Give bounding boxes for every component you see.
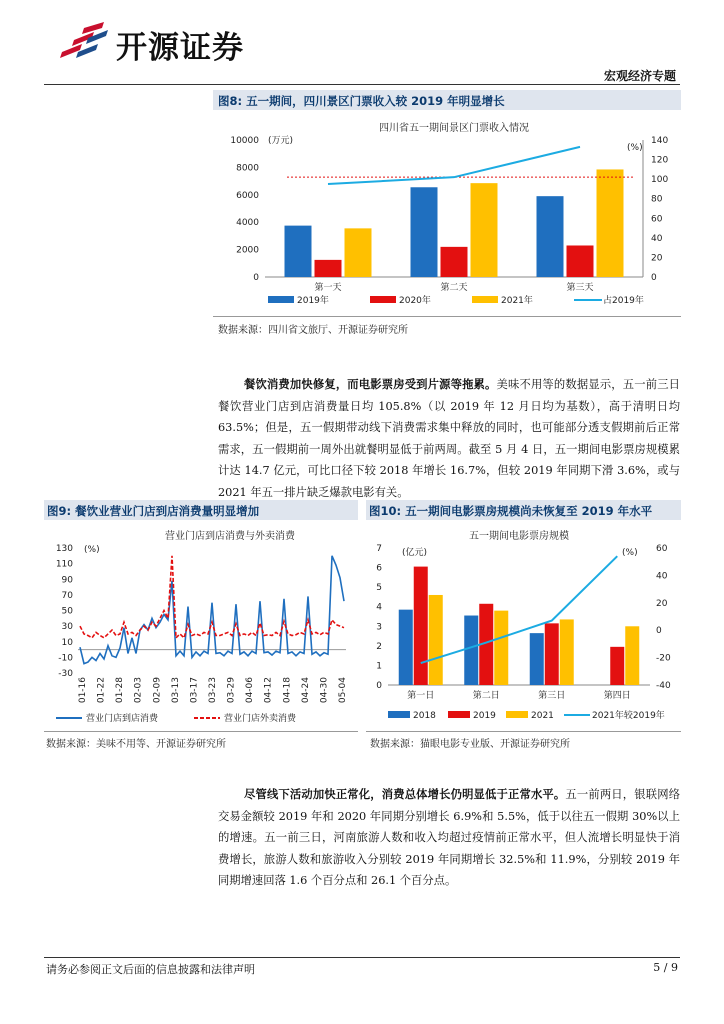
fig9-x-tick: 04-06 bbox=[245, 677, 256, 704]
paragraph-consumption-lead: 尽管线下活动加快正常化，消费总体增长仍明显低于正常水平。 bbox=[244, 787, 566, 801]
fig10-bar-2018 bbox=[399, 610, 413, 685]
paragraph-consumption bbox=[218, 784, 680, 892]
fig10-x-tick: 第三日 bbox=[538, 691, 566, 701]
fig8-y2-tick: 60 bbox=[651, 214, 663, 225]
fig10-legend-swatch bbox=[388, 711, 410, 718]
fig8-bar-2021年 bbox=[345, 228, 372, 277]
fig9-y-tick: 30 bbox=[61, 622, 73, 633]
fig10-y2-tick: -40 bbox=[656, 681, 671, 691]
fig9-y-tick: 50 bbox=[61, 606, 73, 617]
fig9-x-tick: 03-17 bbox=[189, 677, 200, 704]
fig10-y2-tick: 40 bbox=[656, 571, 668, 582]
fig8-chart bbox=[213, 114, 683, 314]
fig9-y-tick: 110 bbox=[55, 559, 73, 570]
fig9-x-tick: 04-12 bbox=[263, 677, 274, 704]
fig10-title: 图10: 五一期间电影票房规模尚未恢复至 2019 年水平 bbox=[369, 504, 653, 518]
fig10-chart bbox=[366, 524, 682, 730]
fig9-y-tick: 90 bbox=[61, 575, 73, 586]
header-rule bbox=[44, 84, 680, 85]
fig9-x-tick: 03-13 bbox=[170, 677, 181, 704]
fig9-x-tick: 03-29 bbox=[226, 677, 237, 704]
fig10-legend-label: 2021年较2019年 bbox=[592, 711, 665, 721]
fig10-y-tick: 7 bbox=[376, 544, 382, 554]
fig8-y-unit: (万元) bbox=[268, 136, 294, 146]
fig10-y2-unit: (%) bbox=[622, 548, 638, 558]
fig8-legend-swatch bbox=[268, 296, 294, 303]
fig9-line-1 bbox=[80, 556, 344, 638]
fig9-y-tick: 70 bbox=[61, 590, 73, 601]
fig10-bar-2019 bbox=[545, 623, 559, 685]
fig10-bar-2021 bbox=[560, 619, 574, 685]
brand-logo bbox=[60, 22, 110, 62]
fig8-x-tick: 第二天 bbox=[440, 283, 468, 293]
fig10-chart-title: 五一期间电影票房规模 bbox=[469, 531, 569, 542]
paragraph-catering bbox=[218, 374, 680, 503]
fig9-x-tick: 03-23 bbox=[208, 677, 218, 704]
fig9-x-tick: 01-28 bbox=[115, 677, 126, 704]
fig8-legend-label: 2020年 bbox=[399, 296, 431, 306]
fig10-bar-2021 bbox=[429, 595, 443, 685]
fig8-y2-tick: 0 bbox=[651, 273, 657, 283]
fig10-bar-2019 bbox=[610, 647, 624, 685]
fig8-bar-2019年 bbox=[411, 187, 438, 277]
fig10-y-tick: 6 bbox=[376, 563, 382, 574]
fig8-bar-2019年 bbox=[285, 226, 312, 277]
fig10-legend-label: 2021 bbox=[531, 711, 554, 721]
fig9-y-unit: (%) bbox=[84, 545, 100, 555]
fig8-y2-tick: 140 bbox=[651, 136, 669, 146]
fig10-legend-swatch bbox=[506, 711, 528, 718]
fig10-x-tick: 第二日 bbox=[472, 691, 500, 701]
fig8-bar-2021年 bbox=[597, 169, 624, 277]
fig10-y-tick: 0 bbox=[376, 681, 382, 691]
fig10-bar-2019 bbox=[414, 567, 428, 685]
fig8-y2-tick: 20 bbox=[651, 253, 663, 264]
fig9-legend-label: 营业门店到店消费 bbox=[86, 714, 159, 724]
fig8-y2-tick: 120 bbox=[651, 155, 669, 166]
fig8-x-tick: 第三天 bbox=[566, 283, 594, 293]
fig8-legend-swatch bbox=[472, 296, 498, 303]
fig8-y2-unit: (%) bbox=[627, 143, 643, 153]
fig8-y-tick: 10000 bbox=[230, 136, 259, 146]
fig10-y-tick: 2 bbox=[376, 641, 382, 652]
fig9-chart-title: 营业门店到店消费与外卖消费 bbox=[165, 531, 295, 542]
fig9-x-tick: 02-03 bbox=[133, 677, 144, 704]
fig8-title: 图8: 五一期间，四川景区门票收入较 2019 年明显增长 bbox=[218, 94, 505, 108]
fig8-bar-2021年 bbox=[471, 183, 498, 277]
fig8-legend-label: 2021年 bbox=[501, 296, 533, 306]
fig10-y2-tick: 20 bbox=[656, 598, 668, 609]
footer-rule bbox=[44, 957, 680, 958]
fig9-source: 数据来源：美味不用等、开源证券研究所 bbox=[46, 739, 226, 750]
fig8-line-share bbox=[328, 147, 580, 184]
fig10-bar-2021 bbox=[625, 626, 639, 685]
fig10-x-tick: 第一日 bbox=[407, 691, 435, 701]
fig10-bar-2021 bbox=[494, 611, 508, 685]
fig9-line-0 bbox=[80, 556, 344, 664]
fig10-source: 数据来源：猫眼电影专业版、开源证券研究所 bbox=[370, 739, 570, 750]
fig10-source-rule bbox=[366, 731, 681, 732]
fig8-source: 数据来源：四川省文旅厅、开源证券研究所 bbox=[218, 325, 408, 336]
fig8-y2-tick: 40 bbox=[651, 233, 663, 244]
fig10-legend-swatch bbox=[448, 711, 470, 718]
fig8-x-tick: 第一天 bbox=[314, 283, 342, 293]
fig10-line-change bbox=[421, 556, 618, 663]
paragraph-consumption-body: 五一前两日，银联网络交易金额较 2019 年和 2020 年同期分别增长 6.9%和 5.5%，低于以往五一假期 30%以上的增速。五一前三日，河南旅游人数和收入均超过疫情前正常水平，但人流增长明显快于消费增长，旅游人数和旅游收入分别较 2019 年同期增长 32.5%和 11.9%，分别较 2019 年同期增速回落 1.6 个百分点和 26.1 个百分点。 bbox=[218, 788, 680, 887]
fig9-y-tick: 130 bbox=[55, 544, 73, 554]
fig8-legend-swatch bbox=[370, 296, 396, 303]
fig9-y-tick: -10 bbox=[58, 653, 73, 664]
brand-name: 开源证券 bbox=[116, 30, 244, 66]
fig9-x-tick: 01-16 bbox=[78, 677, 88, 704]
fig10-y2-tick: 0 bbox=[656, 626, 662, 637]
fig9-source-rule bbox=[44, 731, 358, 732]
fig8-bar-2020年 bbox=[441, 247, 468, 277]
fig8-y-tick: 4000 bbox=[236, 218, 259, 229]
fig10-y2-tick: 60 bbox=[656, 544, 668, 554]
fig9-x-tick: 04-30 bbox=[319, 677, 330, 704]
fig10-y-tick: 4 bbox=[376, 602, 382, 613]
fig8-y-tick: 0 bbox=[253, 273, 259, 283]
fig10-y-tick: 1 bbox=[376, 661, 382, 672]
fig8-y-tick: 2000 bbox=[236, 245, 259, 256]
fig8-chart-title: 四川省五一期间景区门票收入情况 bbox=[379, 123, 529, 134]
fig8-y-tick: 6000 bbox=[236, 190, 259, 201]
fig10-bar-2018 bbox=[530, 633, 544, 685]
fig9-y-tick: 10 bbox=[61, 637, 73, 648]
fig9-y-tick: -30 bbox=[58, 669, 73, 679]
fig9-legend-label: 营业门店外卖消费 bbox=[224, 714, 297, 724]
fig8-bar-2020年 bbox=[567, 245, 594, 277]
fig8-source-rule bbox=[213, 316, 681, 317]
fig9-x-tick: 04-24 bbox=[300, 677, 311, 704]
paragraph-catering-body: 美味不用等的数据显示，五一前三日餐饮营业门店到店消费量日均 105.8%（以 2019 年 12 月日均为基数），高于清明日均 63.5%；但是，五一假期带动线下消费需求集中释放的同时，也可能部分透支假期前后正常需求，五一假期前一周外出就餐明显低于前两周。截至 5 月 4 日，五一期间电影票房规模累计达 14.7 亿元，可比口径下较 2018 年增长 16.7%，但较 2019 年同期下滑 3.6%，或与 2021 年五一排片缺乏爆款电影有关。 bbox=[218, 378, 680, 499]
logo-mark-icon bbox=[60, 22, 110, 62]
fig10-x-tick: 第四日 bbox=[603, 691, 631, 701]
fig9-x-tick: 05-04 bbox=[338, 677, 348, 704]
fig9-x-tick: 01-22 bbox=[96, 677, 107, 704]
fig10-y-tick: 3 bbox=[376, 622, 382, 633]
fig10-y2-tick: -20 bbox=[656, 653, 671, 664]
fig8-legend-label: 2019年 bbox=[297, 296, 329, 306]
fig9-x-tick: 04-18 bbox=[282, 677, 293, 704]
fig8-y2-tick: 100 bbox=[651, 175, 669, 186]
section-label: 宏观经济专题 bbox=[603, 69, 676, 83]
fig8-y-tick: 8000 bbox=[236, 163, 259, 174]
fig8-bar-2020年 bbox=[315, 260, 342, 277]
footer-disclaimer: 请务必参阅正文后面的信息披露和法律声明 bbox=[46, 963, 255, 976]
fig9-x-tick: 02-09 bbox=[152, 677, 163, 704]
fig8-bar-2019年 bbox=[537, 196, 564, 277]
page-number: 5 / 9 bbox=[653, 961, 678, 974]
fig10-y-tick: 5 bbox=[376, 583, 382, 594]
fig10-bar-2018 bbox=[464, 616, 478, 685]
fig10-legend-label: 2019 bbox=[473, 711, 496, 721]
fig9-chart bbox=[44, 524, 360, 730]
fig8-legend-label: 占2019年 bbox=[603, 296, 644, 306]
fig10-legend-label: 2018 bbox=[413, 711, 436, 721]
fig8-y2-tick: 80 bbox=[651, 194, 663, 205]
fig9-title: 图9: 餐饮业营业门店到店消费量明显增加 bbox=[47, 504, 260, 518]
fig10-y-unit: (亿元) bbox=[402, 548, 428, 558]
paragraph-catering-lead: 餐饮消费加快修复，而电影票房受到片源等拖累。 bbox=[244, 377, 497, 391]
